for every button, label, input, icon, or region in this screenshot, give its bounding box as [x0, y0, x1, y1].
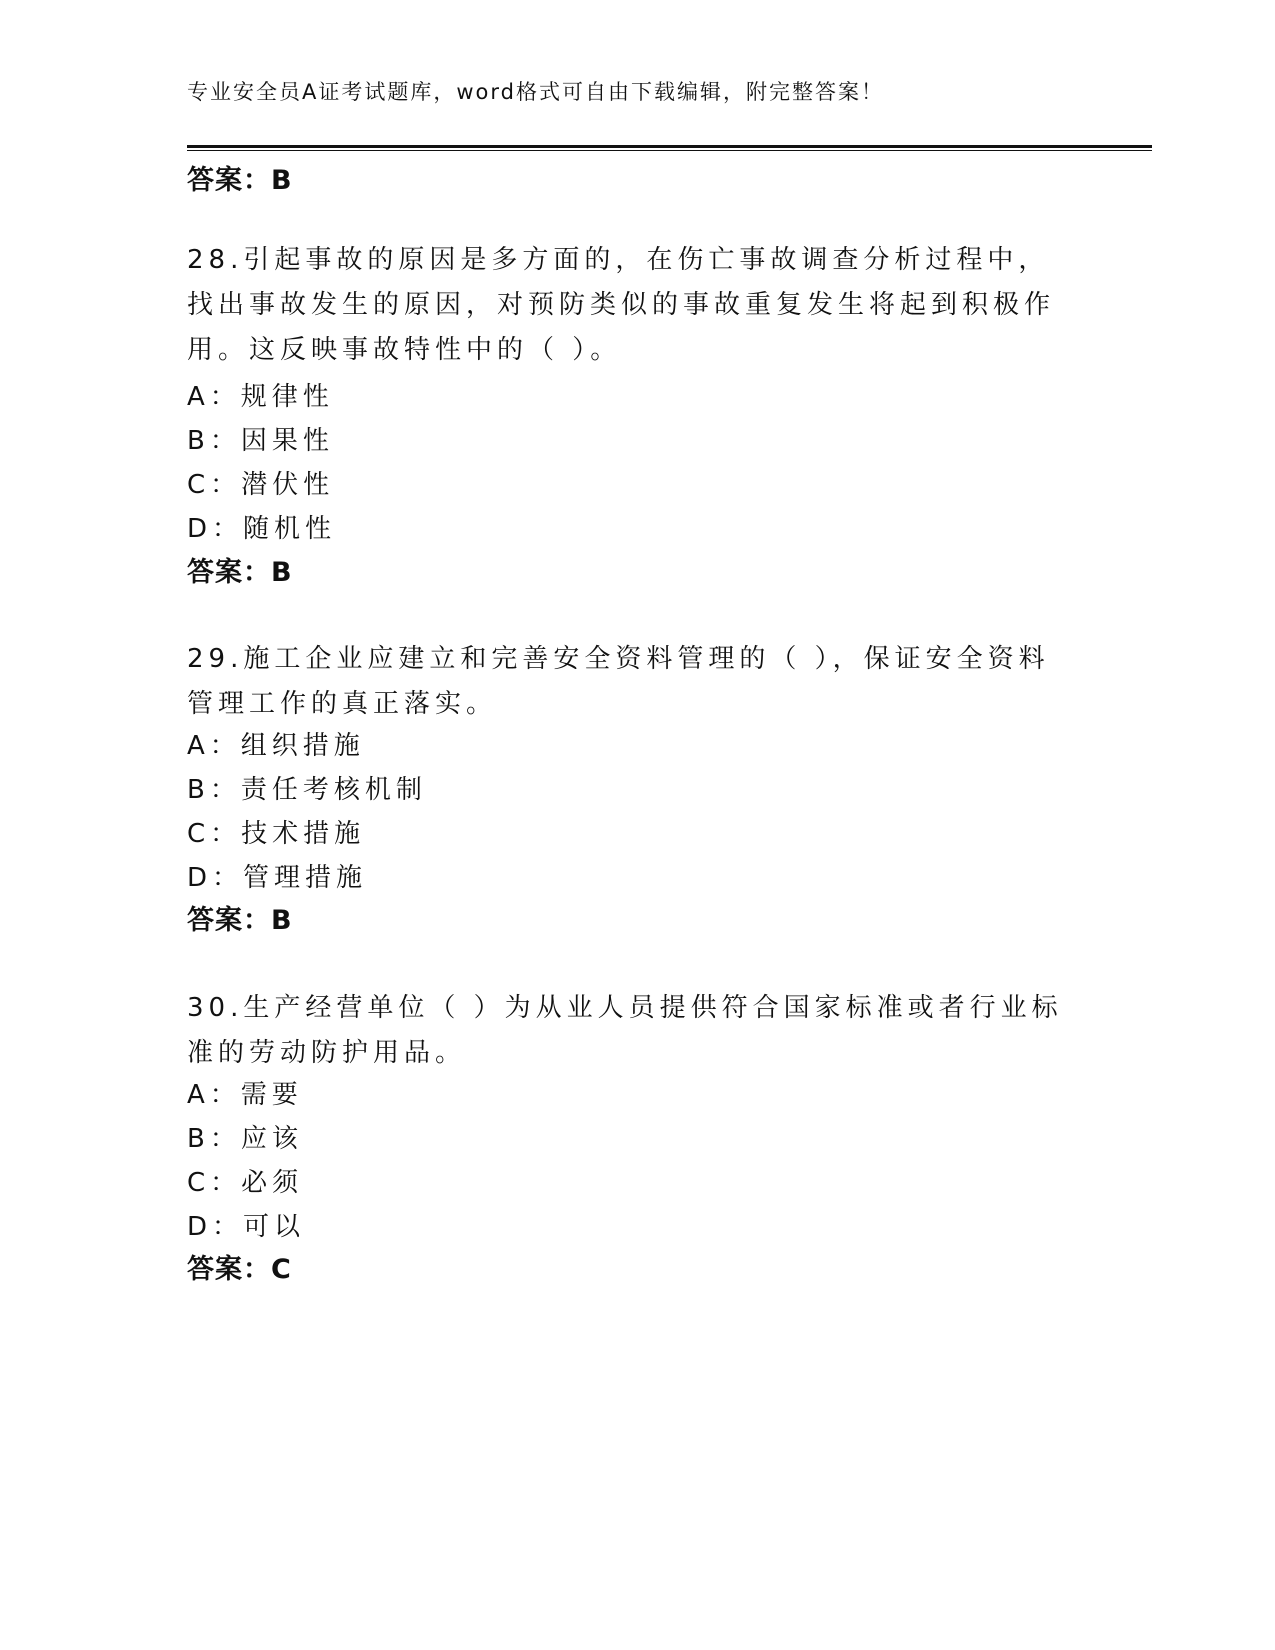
question-30-option-d: D：可以 [187, 1212, 306, 1242]
question-28-option-d: D：随机性 [187, 514, 337, 544]
question-29-option-b: B：责任考核机制 [187, 775, 427, 805]
question-28-answer: 答案：B [187, 557, 293, 588]
question-29-option-d: D：管理措施 [187, 863, 368, 893]
question-29-option-c: C：技术措施 [187, 819, 366, 849]
question-28-option-a: A：规律性 [187, 382, 334, 412]
question-29: 29.施工企业应建立和完善安全资料管理的（ ），保证安全资料管理工作的真正落实。 [187, 644, 1050, 719]
header-divider-thick [187, 145, 1152, 148]
question-30-option-c: C：必须 [187, 1168, 304, 1198]
question-30-answer: 答案：C [187, 1254, 292, 1285]
question-30: 30.生产经营单位（ ）为从业人员提供符合国家标准或者行业标准的劳动防护用品。 [187, 993, 1063, 1068]
previous-answer: 答案：B [187, 165, 293, 196]
question-30-option-a: A：需要 [187, 1080, 303, 1110]
question-28: 28.引起事故的原因是多方面的，在伤亡事故调查分析过程中，找出事故发生的原因，对预防类似的事故重复发生将起到积极作用。这反映事故特性中的（ ）。 [187, 245, 1056, 365]
question-28-option-c: C：潜伏性 [187, 470, 335, 500]
question-30-option-b: B：应该 [187, 1124, 303, 1154]
header-divider-thin [187, 150, 1152, 151]
question-28-option-b: B：因果性 [187, 426, 334, 456]
question-29-answer: 答案：B [187, 905, 293, 936]
question-29-option-a: A：组织措施 [187, 731, 365, 761]
page-header: 专业安全员A证考试题库，word格式可自由下载编辑，附完整答案！ [187, 80, 884, 104]
